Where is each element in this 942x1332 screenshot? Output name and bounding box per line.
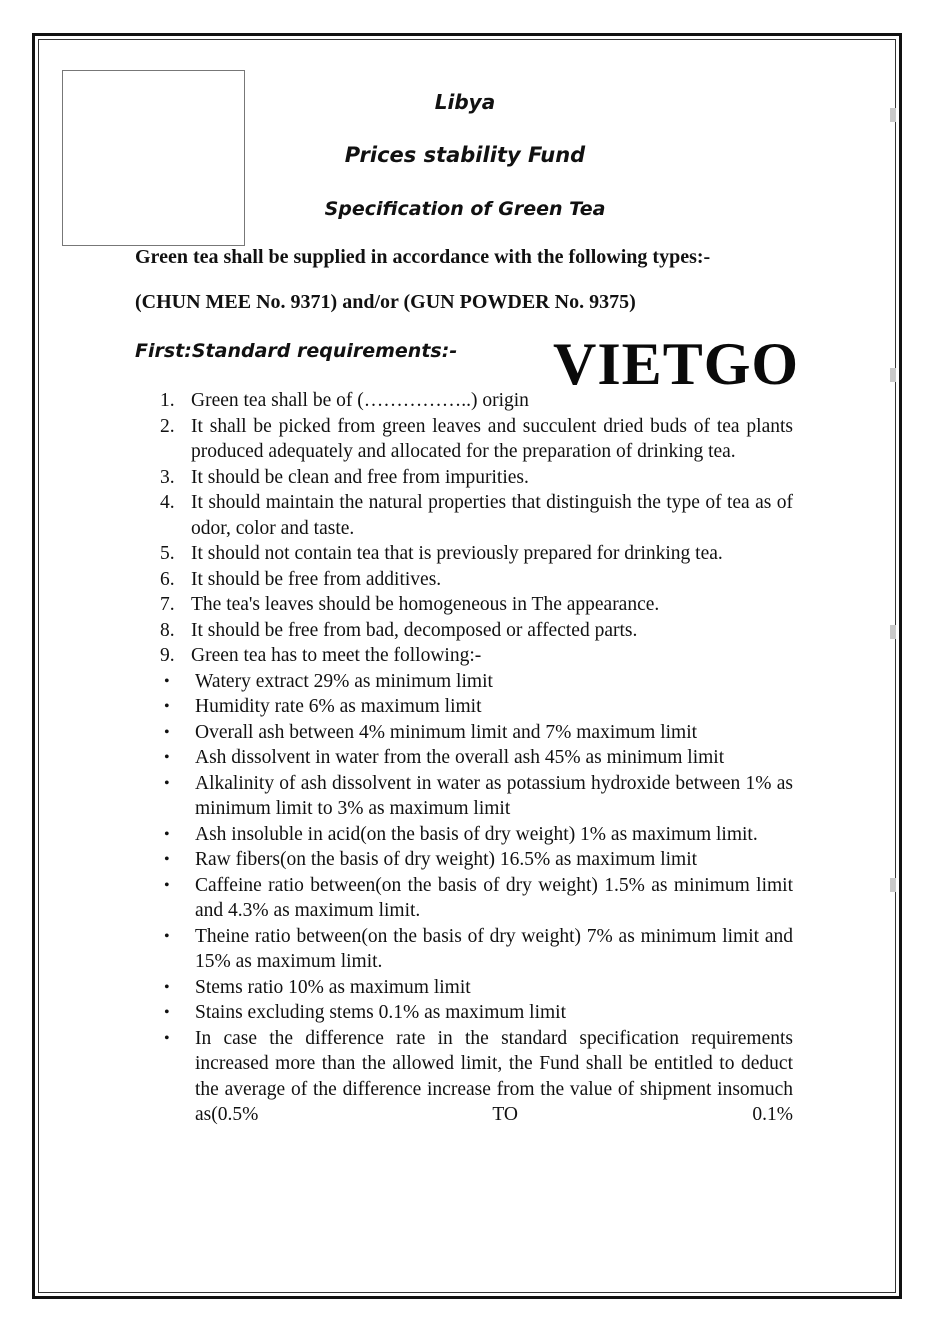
scan-edge-mark (890, 108, 896, 122)
bullet-item (160, 669, 793, 695)
item-number: 6. (160, 568, 175, 590)
bullet-text: Humidity rate 6% as maximum limit (195, 696, 482, 717)
numbered-item (160, 490, 793, 541)
bullet-marker: • (164, 1004, 170, 1021)
item-number: 1. (160, 390, 175, 411)
bullet-item (160, 975, 793, 1001)
bullet-text: Raw fibers(on the basis of dry weight) 16.5% as maximum limit (195, 849, 698, 870)
item-number: 2. (160, 415, 175, 437)
numbered-item (160, 465, 793, 491)
numbered-item (160, 567, 793, 593)
bullet-text: Ash insoluble in acid(on the basis of dry weight) 1% as maximum limit. (195, 823, 758, 845)
country-heading: Libya (434, 90, 496, 114)
numbered-item (160, 388, 793, 414)
bullet-text: Stems ratio 10% as maximum limit (195, 976, 471, 998)
item-text: It shall be picked from green leaves and succulent dried buds of tea plants produced adequately and allocated for the preparation of drinking tea. (191, 415, 793, 462)
numbered-item (160, 618, 793, 644)
section-title: First:Standard requirements:- (135, 340, 458, 362)
bullet-marker: • (164, 978, 170, 996)
scan-edge-mark (890, 368, 896, 382)
bullet-text: Watery extract 29% as minimum limit (195, 670, 493, 692)
document-title: Specification of Green Tea (324, 198, 606, 220)
bullet-item (160, 847, 793, 873)
bullet-item (160, 924, 793, 975)
item-text: It should be clean and free from impurities. (191, 466, 529, 488)
item-text: Green tea has to meet the following:- (191, 645, 482, 666)
bullet-text: Caffeine ratio between(on the basis of dry weight) 1.5% as minimum limit and 4.3% as maximum limit. (195, 874, 793, 921)
bullet-marker: • (164, 825, 170, 843)
watermark-logo: VIETGO (553, 331, 800, 397)
item-number: 7. (160, 594, 175, 615)
requirements-list (160, 388, 793, 1128)
bullet-text: In case the difference rate in the standard specification requirements increased more than the allowed limit, the Fund shall be entitled to deduct the average of the difference increase from the value of shipment insomuch as(0.5% TO 0.1% (195, 1027, 793, 1125)
numbered-item (160, 592, 793, 618)
scan-edge-mark (890, 878, 896, 892)
numbered-item (160, 414, 793, 465)
bullet-marker: • (164, 1029, 170, 1047)
bullet-item (160, 822, 793, 848)
item-number: 8. (160, 619, 175, 641)
bullet-text: Theine ratio between(on the basis of dry weight) 7% as minimum limit and 15% as maximum limit. (195, 925, 793, 972)
bullet-item (160, 771, 793, 822)
bullet-marker: • (164, 774, 170, 792)
bullet-marker: • (164, 749, 170, 766)
bullet-text: Stains excluding stems 0.1% as maximum limit (195, 1002, 567, 1023)
fund-heading: Prices stability Fund (344, 143, 586, 167)
numbered-item (160, 643, 793, 669)
item-number: 5. (160, 543, 175, 564)
bullet-item (160, 694, 793, 720)
bullet-marker: • (164, 876, 170, 894)
bullet-marker: • (164, 672, 170, 690)
item-number: 4. (160, 492, 175, 513)
numbered-item (160, 541, 793, 567)
item-text: The tea's leaves should be homogeneous in The appearance. (191, 594, 660, 615)
bullet-marker: • (164, 723, 170, 741)
bullet-item (160, 1000, 793, 1026)
bullet-item (160, 1026, 793, 1128)
item-text: It should be free from bad, decomposed or affected parts. (191, 619, 638, 641)
scan-edge-mark (890, 625, 896, 639)
item-number: 9. (160, 645, 175, 666)
bullet-item (160, 745, 793, 771)
item-text: It should not contain tea that is previously prepared for drinking tea. (191, 543, 723, 564)
bullet-marker: • (164, 927, 170, 945)
item-text: It should maintain the natural properties that distinguish the type of tea as of odor, color and taste. (191, 492, 793, 539)
bullet-text: Overall ash between 4% minimum limit and 7% maximum limit (195, 721, 698, 743)
bullet-text: Ash dissolvent in water from the overall ash 45% as minimum limit (195, 747, 725, 768)
bullet-text: Alkalinity of ash dissolvent in water as potassium hydroxide between 1% as minimum limit to 3% as maximum limit (195, 772, 793, 819)
bullet-item (160, 720, 793, 746)
item-text: It should be free from additives. (191, 568, 442, 590)
item-text: Green tea shall be of (……………..) origin (191, 390, 529, 411)
item-number: 3. (160, 466, 175, 488)
bullet-marker: • (164, 698, 170, 715)
bullet-marker: • (164, 851, 170, 868)
tea-types-line: (CHUN MEE No. 9371) and/or (GUN POWDER No. 9375) (135, 291, 636, 313)
bullet-item (160, 873, 793, 924)
intro-paragraph: Green tea shall be supplied in accordance with the following types:- (135, 246, 711, 268)
